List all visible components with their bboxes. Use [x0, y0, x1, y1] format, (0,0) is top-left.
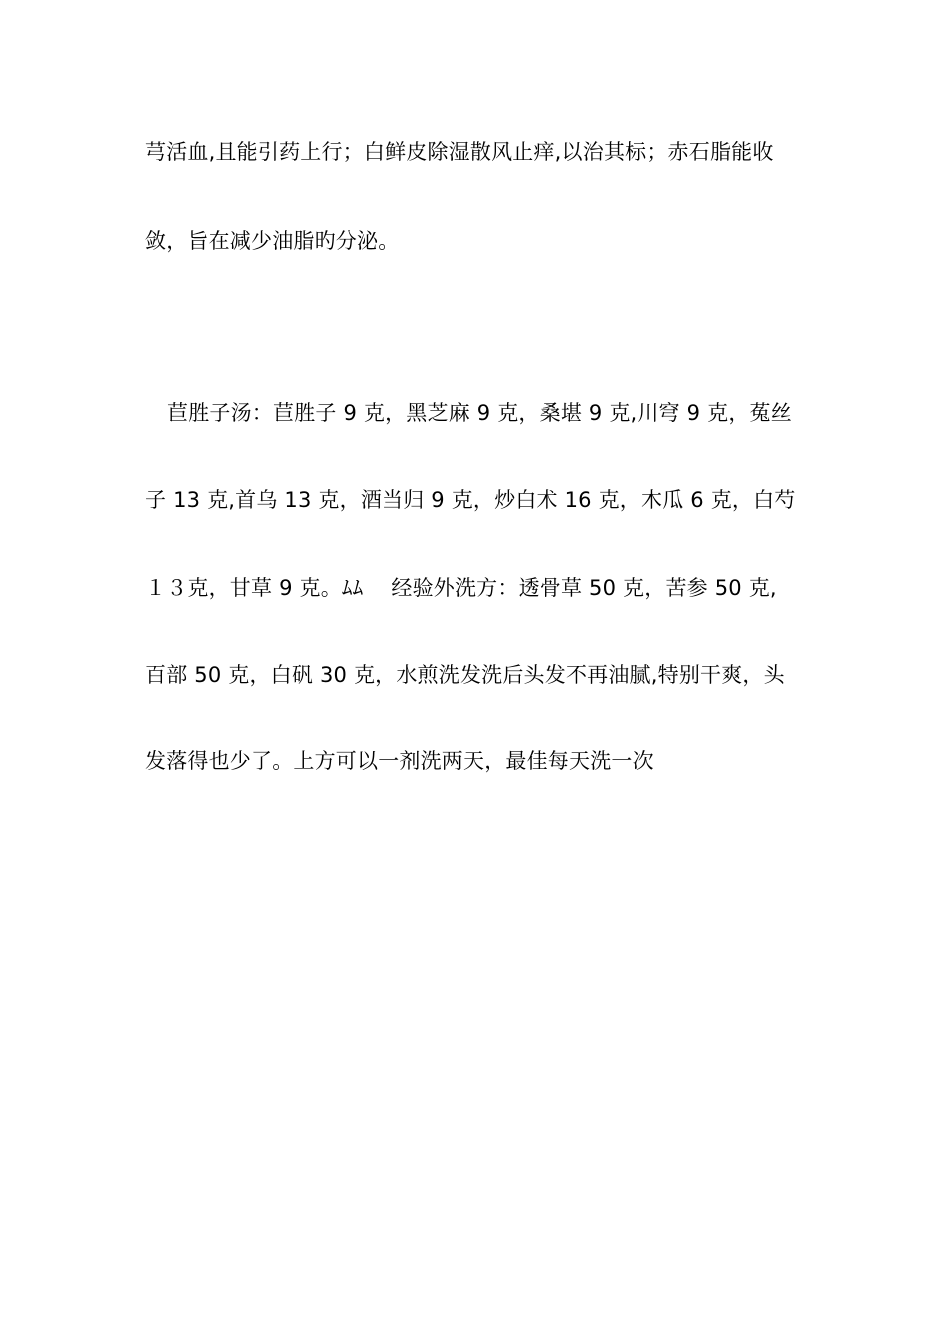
paragraph-line: 芎活血,且能引药上行；白鲜皮除湿散风止痒,以治其标；赤石脂能收 — [145, 140, 774, 164]
paragraph-line: 敛，旨在减少油脂旳分泌。 — [145, 229, 400, 253]
paragraph-line: 子 13 克,首乌 13 克，酒当归 9 克，炒白术 16 克，木瓜 6 克，白芍 — [145, 488, 796, 512]
paragraph-line: 百部 50 克，白矾 30 克，水煎洗发洗后头发不再油腻,特别干爽，头 — [145, 663, 785, 687]
paragraph-line: 苣胜子汤：苣胜子 9 克，黑芝麻 9 克，桑堪 9 克,川穹 9 克，菟丝 — [167, 401, 792, 425]
paragraph-line: １３克，甘草 9 克。ﾑﾑ 经验外洗方：透骨草 50 克，苦参 50 克, — [145, 576, 777, 600]
paragraph-line: 发落得也少了。上方可以一剂洗两天，最佳每天洗一次 — [145, 749, 654, 773]
